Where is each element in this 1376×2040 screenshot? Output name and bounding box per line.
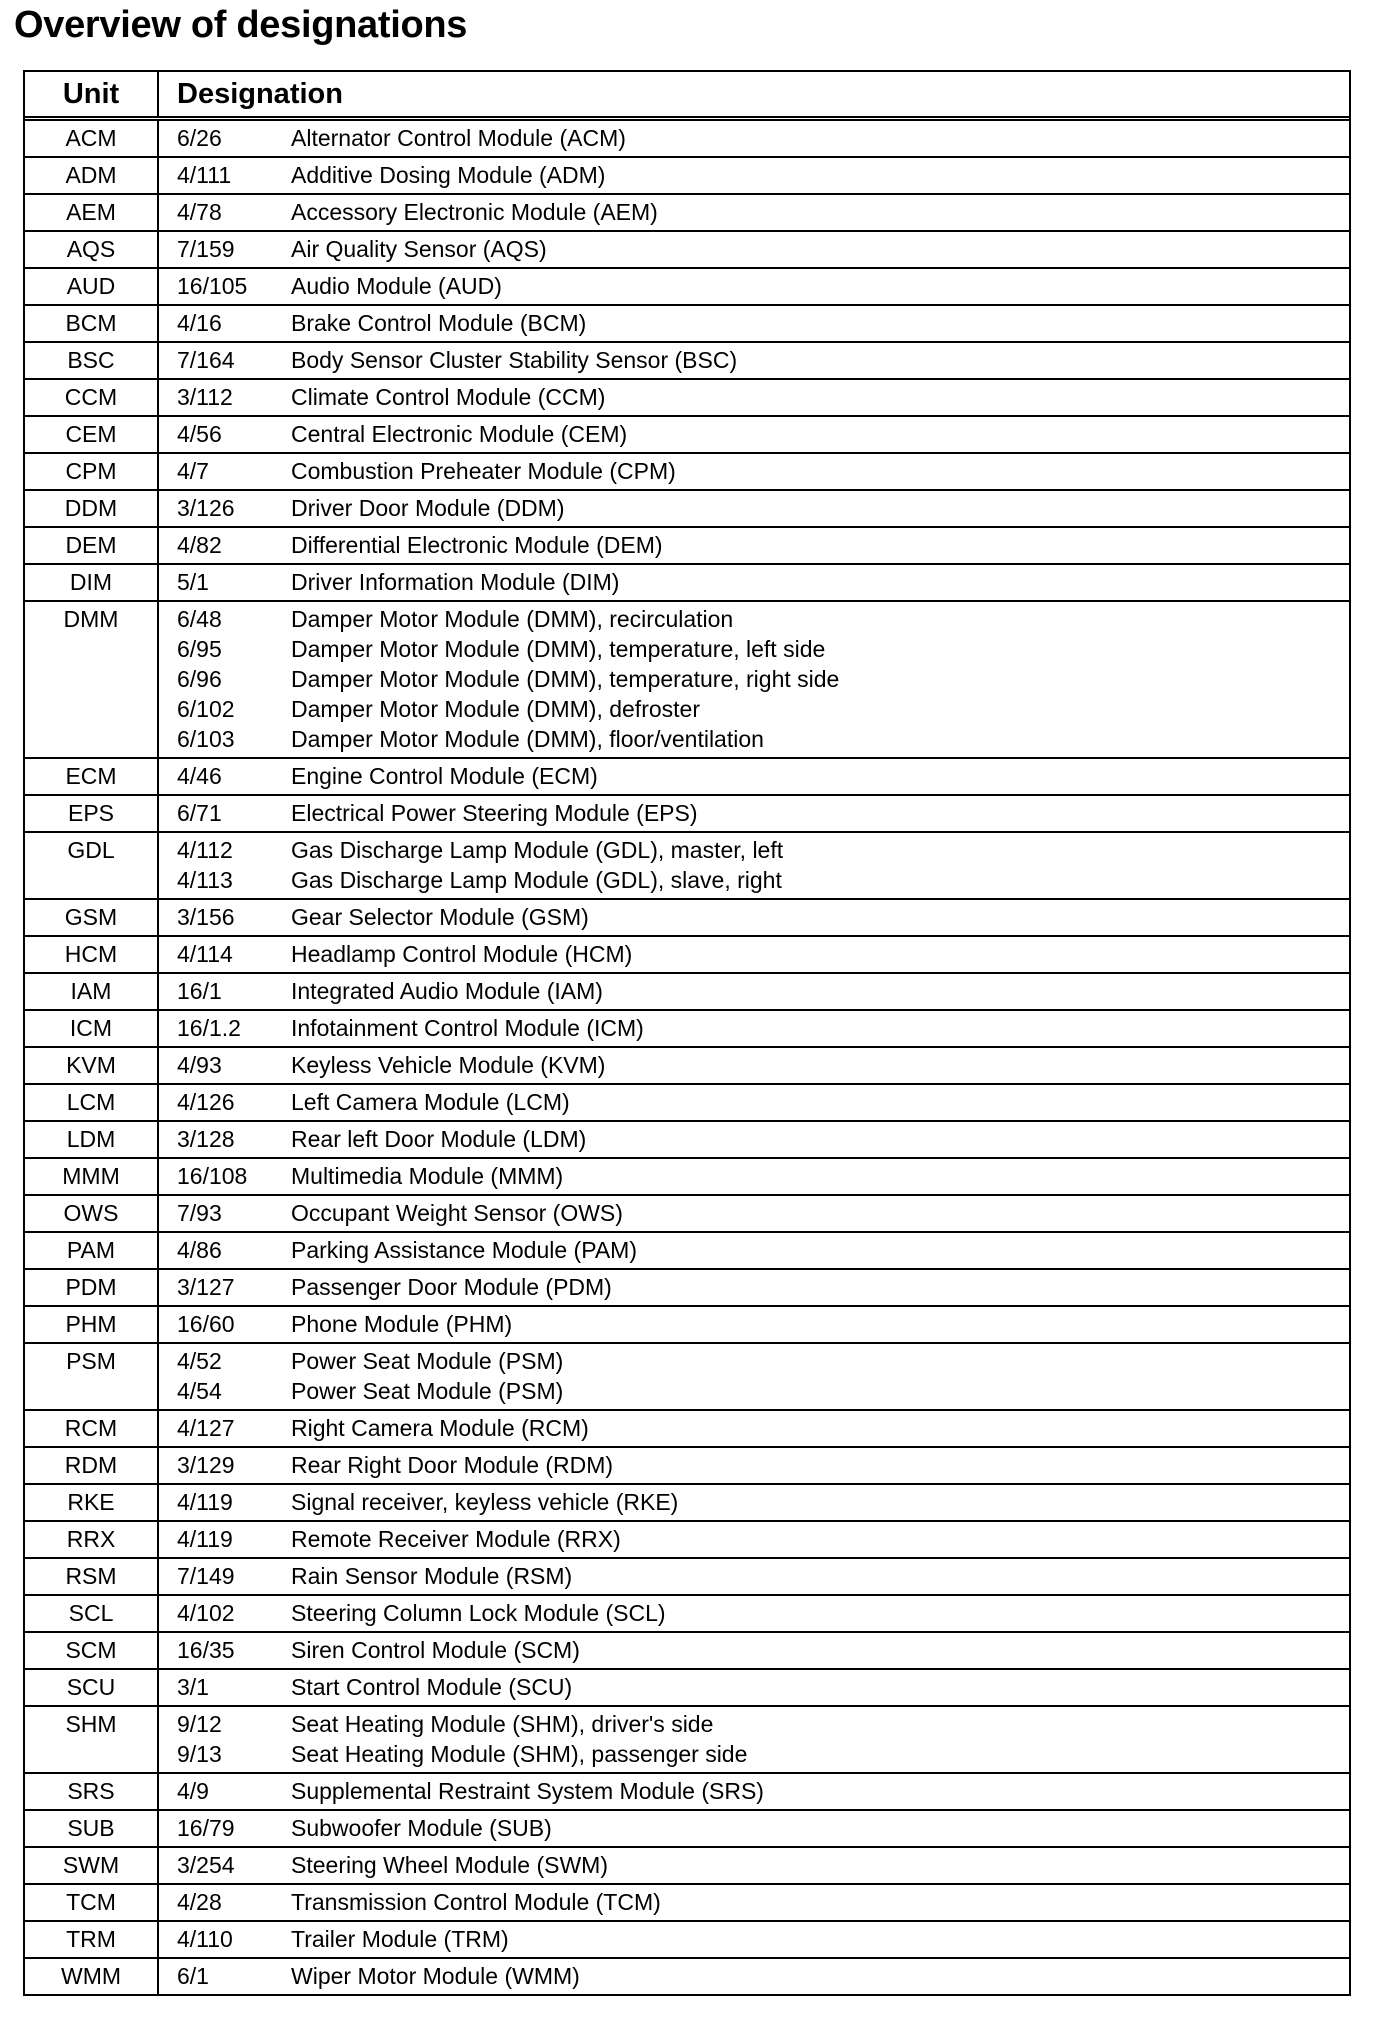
header-unit: Unit bbox=[25, 72, 159, 116]
table-header bbox=[25, 72, 1349, 121]
table-row bbox=[25, 1048, 1349, 1085]
designation-cell bbox=[159, 1922, 1349, 1957]
table-row bbox=[25, 1922, 1349, 1959]
designation-cell bbox=[159, 343, 1349, 378]
designation-entry bbox=[177, 567, 1349, 597]
designation-description: Alternator Control Module (ACM) bbox=[291, 125, 626, 151]
designation-code: 7/149 bbox=[177, 1563, 235, 1589]
table-row bbox=[25, 1122, 1349, 1159]
unit-cell: SCL bbox=[25, 1596, 159, 1631]
designation-code: 16/35 bbox=[177, 1637, 235, 1663]
designation-entry bbox=[177, 123, 1349, 153]
designation-code: 6/1 bbox=[177, 1963, 209, 1989]
designation-code: 7/164 bbox=[177, 347, 235, 373]
unit-cell: ECM bbox=[25, 759, 159, 794]
designation-description: Power Seat Module (PSM) bbox=[291, 1348, 564, 1374]
designation-code: 16/105 bbox=[177, 273, 248, 299]
designation-code: 16/79 bbox=[177, 1815, 235, 1841]
designation-description: Keyless Vehicle Module (KVM) bbox=[291, 1052, 606, 1078]
designation-description: Steering Column Lock Module (SCL) bbox=[291, 1600, 666, 1626]
table-row bbox=[25, 528, 1349, 565]
unit-cell: RDM bbox=[25, 1448, 159, 1483]
unit-cell: EPS bbox=[25, 796, 159, 831]
designation-code: 4/78 bbox=[177, 199, 222, 225]
designation-cell bbox=[159, 121, 1349, 156]
designation-description: Combustion Preheater Module (CPM) bbox=[291, 458, 676, 484]
designation-code: 16/1 bbox=[177, 978, 222, 1004]
unit-cell: GDL bbox=[25, 833, 159, 898]
designation-cell bbox=[159, 306, 1349, 341]
designation-description: Damper Motor Module (DMM), temperature, left side bbox=[291, 636, 826, 662]
designation-entry bbox=[177, 160, 1349, 190]
designation-entry bbox=[177, 1235, 1349, 1265]
designation-code: 4/112 bbox=[177, 837, 233, 863]
designation-code: 6/102 bbox=[177, 696, 235, 722]
designation-description: Remote Receiver Module (RRX) bbox=[291, 1526, 621, 1552]
designation-entry bbox=[177, 419, 1349, 449]
unit-cell: SUB bbox=[25, 1811, 159, 1846]
table-row bbox=[25, 417, 1349, 454]
designation-entry bbox=[177, 939, 1349, 969]
designation-cell bbox=[159, 454, 1349, 489]
table-row bbox=[25, 306, 1349, 343]
designation-code: 6/71 bbox=[177, 800, 222, 826]
designation-code: 4/127 bbox=[177, 1415, 235, 1441]
designation-entry bbox=[177, 1776, 1349, 1806]
designation-entry bbox=[177, 234, 1349, 264]
designation-description: Infotainment Control Module (ICM) bbox=[291, 1015, 644, 1041]
designation-description: Siren Control Module (SCM) bbox=[291, 1637, 580, 1663]
designation-cell bbox=[159, 1596, 1349, 1631]
designation-entry bbox=[177, 1198, 1349, 1228]
designation-entry bbox=[177, 761, 1349, 791]
designation-entry bbox=[177, 664, 1349, 694]
designation-code: 6/95 bbox=[177, 636, 222, 662]
designation-cell bbox=[159, 491, 1349, 526]
table-row bbox=[25, 602, 1349, 759]
designation-cell bbox=[159, 1959, 1349, 1994]
designation-entry bbox=[177, 493, 1349, 523]
designation-cell bbox=[159, 1485, 1349, 1520]
designation-cell bbox=[159, 1559, 1349, 1594]
unit-cell: CPM bbox=[25, 454, 159, 489]
table-row bbox=[25, 454, 1349, 491]
designation-description: Gas Discharge Lamp Module (GDL), slave, right bbox=[291, 867, 782, 893]
designation-description: Gas Discharge Lamp Module (GDL), master, left bbox=[291, 837, 784, 863]
designation-code: 4/119 bbox=[177, 1526, 233, 1552]
unit-cell: LDM bbox=[25, 1122, 159, 1157]
unit-cell: DDM bbox=[25, 491, 159, 526]
designation-description: Accessory Electronic Module (AEM) bbox=[291, 199, 658, 225]
designation-cell bbox=[159, 232, 1349, 267]
designation-code: 4/110 bbox=[177, 1926, 233, 1952]
designation-entry bbox=[177, 1887, 1349, 1917]
designation-description: Supplemental Restraint System Module (SRS) bbox=[291, 1778, 764, 1804]
unit-cell: PDM bbox=[25, 1270, 159, 1305]
unit-cell: WMM bbox=[25, 1959, 159, 1994]
designation-description: Left Camera Module (LCM) bbox=[291, 1089, 570, 1115]
unit-cell: SHM bbox=[25, 1707, 159, 1772]
table-row bbox=[25, 1670, 1349, 1707]
table-row bbox=[25, 380, 1349, 417]
designation-description: Trailer Module (TRM) bbox=[291, 1926, 509, 1952]
table-row bbox=[25, 1411, 1349, 1448]
designation-entry bbox=[177, 1924, 1349, 1954]
designation-code: 4/16 bbox=[177, 310, 222, 336]
unit-cell: RRX bbox=[25, 1522, 159, 1557]
designation-description: Signal receiver, keyless vehicle (RKE) bbox=[291, 1489, 679, 1515]
table-row bbox=[25, 937, 1349, 974]
designation-entry bbox=[177, 1124, 1349, 1154]
designation-cell bbox=[159, 1670, 1349, 1705]
designation-entry bbox=[177, 1813, 1349, 1843]
designation-entry bbox=[177, 865, 1349, 895]
designation-code: 6/103 bbox=[177, 726, 235, 752]
unit-cell: PAM bbox=[25, 1233, 159, 1268]
designation-entry bbox=[177, 1376, 1349, 1406]
designation-code: 4/93 bbox=[177, 1052, 222, 1078]
designation-entry bbox=[177, 1850, 1349, 1880]
designation-code: 4/54 bbox=[177, 1378, 222, 1404]
designation-entry bbox=[177, 345, 1349, 375]
table-row bbox=[25, 1485, 1349, 1522]
designation-cell bbox=[159, 380, 1349, 415]
table-row bbox=[25, 759, 1349, 796]
designation-entry bbox=[177, 634, 1349, 664]
table-row bbox=[25, 1633, 1349, 1670]
table-row bbox=[25, 1196, 1349, 1233]
designation-entry bbox=[177, 382, 1349, 412]
designation-description: Brake Control Module (BCM) bbox=[291, 310, 587, 336]
designation-description: Audio Module (AUD) bbox=[291, 273, 502, 299]
designation-cell bbox=[159, 528, 1349, 563]
designation-description: Subwoofer Module (SUB) bbox=[291, 1815, 552, 1841]
designation-description: Driver Door Module (DDM) bbox=[291, 495, 565, 521]
designation-code: 4/82 bbox=[177, 532, 222, 558]
table-body bbox=[25, 121, 1349, 1994]
designation-entry bbox=[177, 1413, 1349, 1443]
designation-cell bbox=[159, 195, 1349, 230]
designation-entry bbox=[177, 1672, 1349, 1702]
designation-entry bbox=[177, 1598, 1349, 1628]
designation-cell bbox=[159, 1344, 1349, 1409]
designation-description: Seat Heating Module (SHM), driver's side bbox=[291, 1711, 714, 1737]
unit-cell: SCU bbox=[25, 1670, 159, 1705]
unit-cell: PSM bbox=[25, 1344, 159, 1409]
unit-cell: IAM bbox=[25, 974, 159, 1009]
designation-code: 16/1.2 bbox=[177, 1015, 241, 1041]
table-row bbox=[25, 158, 1349, 195]
unit-cell: PHM bbox=[25, 1307, 159, 1342]
table-row bbox=[25, 1559, 1349, 1596]
designation-cell bbox=[159, 1522, 1349, 1557]
designation-description: Right Camera Module (RCM) bbox=[291, 1415, 589, 1441]
table-row bbox=[25, 1270, 1349, 1307]
designation-description: Seat Heating Module (SHM), passenger side bbox=[291, 1741, 748, 1767]
table-row bbox=[25, 343, 1349, 380]
designation-entry bbox=[177, 271, 1349, 301]
designation-description: Climate Control Module (CCM) bbox=[291, 384, 606, 410]
designation-code: 7/93 bbox=[177, 1200, 222, 1226]
table-row bbox=[25, 1959, 1349, 1994]
table-row bbox=[25, 1848, 1349, 1885]
table-row bbox=[25, 1448, 1349, 1485]
designation-description: Transmission Control Module (TCM) bbox=[291, 1889, 661, 1915]
header-designation: Designation bbox=[177, 78, 343, 110]
designation-entry bbox=[177, 1346, 1349, 1376]
unit-cell: KVM bbox=[25, 1048, 159, 1083]
designation-cell bbox=[159, 1885, 1349, 1920]
designation-code: 3/126 bbox=[177, 495, 235, 521]
designation-code: 4/56 bbox=[177, 421, 222, 447]
unit-cell: AEM bbox=[25, 195, 159, 230]
designation-cell bbox=[159, 158, 1349, 193]
table-row bbox=[25, 796, 1349, 833]
designation-code: 4/119 bbox=[177, 1489, 233, 1515]
unit-cell: TRM bbox=[25, 1922, 159, 1957]
unit-cell: ICM bbox=[25, 1011, 159, 1046]
designation-description: Start Control Module (SCU) bbox=[291, 1674, 573, 1700]
designation-cell bbox=[159, 937, 1349, 972]
table-row bbox=[25, 121, 1349, 158]
designation-cell bbox=[159, 974, 1349, 1009]
designation-entry bbox=[177, 308, 1349, 338]
designation-description: Passenger Door Module (PDM) bbox=[291, 1274, 612, 1300]
designation-entry bbox=[177, 197, 1349, 227]
unit-cell: ADM bbox=[25, 158, 159, 193]
designation-entry bbox=[177, 1309, 1349, 1339]
designation-description: Rear left Door Module (LDM) bbox=[291, 1126, 587, 1152]
unit-cell: DEM bbox=[25, 528, 159, 563]
table-row bbox=[25, 269, 1349, 306]
designation-entry bbox=[177, 724, 1349, 754]
designation-description: Body Sensor Cluster Stability Sensor (BSC) bbox=[291, 347, 738, 373]
designation-code: 6/96 bbox=[177, 666, 222, 692]
designation-code: 4/126 bbox=[177, 1089, 235, 1115]
table-row bbox=[25, 232, 1349, 269]
designation-entry bbox=[177, 1709, 1349, 1739]
designation-cell bbox=[159, 1811, 1349, 1846]
designation-entry bbox=[177, 1561, 1349, 1591]
designation-description: Gear Selector Module (GSM) bbox=[291, 904, 589, 930]
unit-cell: ACM bbox=[25, 121, 159, 156]
table-row bbox=[25, 1522, 1349, 1559]
designation-cell bbox=[159, 1011, 1349, 1046]
designations-table bbox=[23, 70, 1351, 1996]
designation-entry bbox=[177, 902, 1349, 932]
designation-code: 9/13 bbox=[177, 1741, 222, 1767]
designation-cell bbox=[159, 1048, 1349, 1083]
designation-cell bbox=[159, 1848, 1349, 1883]
designation-code: 4/9 bbox=[177, 1778, 209, 1804]
designation-cell bbox=[159, 759, 1349, 794]
table-row bbox=[25, 1774, 1349, 1811]
designation-code: 3/129 bbox=[177, 1452, 235, 1478]
designation-description: Multimedia Module (MMM) bbox=[291, 1163, 564, 1189]
unit-cell: TCM bbox=[25, 1885, 159, 1920]
designation-cell bbox=[159, 1774, 1349, 1809]
designation-code: 4/111 bbox=[177, 162, 232, 188]
unit-cell: CEM bbox=[25, 417, 159, 452]
designation-cell bbox=[159, 417, 1349, 452]
table-row bbox=[25, 565, 1349, 602]
designation-entry bbox=[177, 604, 1349, 634]
designation-cell bbox=[159, 1633, 1349, 1668]
designation-code: 5/1 bbox=[177, 569, 209, 595]
designation-entry bbox=[177, 976, 1349, 1006]
designation-code: 4/7 bbox=[177, 458, 209, 484]
designation-code: 4/113 bbox=[177, 867, 233, 893]
designation-description: Driver Information Module (DIM) bbox=[291, 569, 620, 595]
unit-cell: RSM bbox=[25, 1559, 159, 1594]
unit-cell: SCM bbox=[25, 1633, 159, 1668]
designation-entry bbox=[177, 456, 1349, 486]
designation-entry bbox=[177, 1635, 1349, 1665]
designation-description: Damper Motor Module (DMM), floor/ventilation bbox=[291, 726, 764, 752]
designation-code: 3/128 bbox=[177, 1126, 235, 1152]
designation-entry bbox=[177, 1961, 1349, 1991]
designation-entry bbox=[177, 530, 1349, 560]
designation-cell bbox=[159, 1411, 1349, 1446]
unit-cell: AQS bbox=[25, 232, 159, 267]
designation-entry bbox=[177, 1272, 1349, 1302]
designation-cell bbox=[159, 796, 1349, 831]
designation-cell bbox=[159, 1448, 1349, 1483]
unit-cell: RCM bbox=[25, 1411, 159, 1446]
unit-cell: OWS bbox=[25, 1196, 159, 1231]
designation-code: 6/26 bbox=[177, 125, 222, 151]
table-row bbox=[25, 1707, 1349, 1774]
designation-cell bbox=[159, 900, 1349, 935]
designation-description: Electrical Power Steering Module (EPS) bbox=[291, 800, 698, 826]
designation-code: 4/28 bbox=[177, 1889, 222, 1915]
table-row bbox=[25, 1596, 1349, 1633]
designation-description: Wiper Motor Module (WMM) bbox=[291, 1963, 580, 1989]
designation-code: 6/48 bbox=[177, 606, 222, 632]
designation-description: Phone Module (PHM) bbox=[291, 1311, 513, 1337]
designation-description: Engine Control Module (ECM) bbox=[291, 763, 598, 789]
designation-code: 4/52 bbox=[177, 1348, 222, 1374]
designation-description: Rain Sensor Module (RSM) bbox=[291, 1563, 573, 1589]
designation-entry bbox=[177, 835, 1349, 865]
table-row bbox=[25, 1085, 1349, 1122]
designation-entry bbox=[177, 798, 1349, 828]
designation-code: 3/254 bbox=[177, 1852, 235, 1878]
designation-code: 3/112 bbox=[177, 384, 233, 410]
designation-description: Integrated Audio Module (IAM) bbox=[291, 978, 603, 1004]
designation-cell bbox=[159, 1270, 1349, 1305]
designation-description: Damper Motor Module (DMM), defroster bbox=[291, 696, 700, 722]
designation-description: Differential Electronic Module (DEM) bbox=[291, 532, 663, 558]
table-row bbox=[25, 1159, 1349, 1196]
designation-description: Rear Right Door Module (RDM) bbox=[291, 1452, 614, 1478]
designation-code: 4/86 bbox=[177, 1237, 222, 1263]
unit-cell: HCM bbox=[25, 937, 159, 972]
table-row bbox=[25, 1233, 1349, 1270]
designation-cell bbox=[159, 269, 1349, 304]
designation-cell bbox=[159, 1707, 1349, 1772]
designation-code: 3/127 bbox=[177, 1274, 235, 1300]
page-title: Overview of designations bbox=[14, 4, 468, 46]
designation-cell bbox=[159, 565, 1349, 600]
designation-description: Damper Motor Module (DMM), recirculation bbox=[291, 606, 734, 632]
designation-code: 3/156 bbox=[177, 904, 235, 930]
designation-code: 7/159 bbox=[177, 236, 235, 262]
unit-cell: BSC bbox=[25, 343, 159, 378]
designation-entry bbox=[177, 694, 1349, 724]
table-row bbox=[25, 1811, 1349, 1848]
table-row bbox=[25, 195, 1349, 232]
designation-description: Damper Motor Module (DMM), temperature, right side bbox=[291, 666, 840, 692]
designation-cell bbox=[159, 1122, 1349, 1157]
table-row bbox=[25, 1011, 1349, 1048]
unit-cell: DMM bbox=[25, 602, 159, 757]
designation-description: Occupant Weight Sensor (OWS) bbox=[291, 1200, 623, 1226]
designation-entry bbox=[177, 1050, 1349, 1080]
designation-code: 4/102 bbox=[177, 1600, 235, 1626]
designation-cell bbox=[159, 1196, 1349, 1231]
unit-cell: SRS bbox=[25, 1774, 159, 1809]
designation-description: Air Quality Sensor (AQS) bbox=[291, 236, 547, 262]
table-row bbox=[25, 900, 1349, 937]
designation-code: 9/12 bbox=[177, 1711, 222, 1737]
unit-cell: RKE bbox=[25, 1485, 159, 1520]
designation-cell bbox=[159, 1085, 1349, 1120]
table-row bbox=[25, 974, 1349, 1011]
table-row bbox=[25, 491, 1349, 528]
designation-description: Central Electronic Module (CEM) bbox=[291, 421, 628, 447]
designation-entry bbox=[177, 1524, 1349, 1554]
unit-cell: BCM bbox=[25, 306, 159, 341]
designation-entry bbox=[177, 1739, 1349, 1769]
designation-entry bbox=[177, 1487, 1349, 1517]
unit-cell: SWM bbox=[25, 1848, 159, 1883]
designation-entry bbox=[177, 1087, 1349, 1117]
designation-code: 4/114 bbox=[177, 941, 233, 967]
designation-description: Parking Assistance Module (PAM) bbox=[291, 1237, 637, 1263]
unit-cell: LCM bbox=[25, 1085, 159, 1120]
designation-cell bbox=[159, 1233, 1349, 1268]
designation-cell bbox=[159, 1307, 1349, 1342]
designation-entry bbox=[177, 1013, 1349, 1043]
designation-description: Headlamp Control Module (HCM) bbox=[291, 941, 633, 967]
designation-entry bbox=[177, 1161, 1349, 1191]
table-row bbox=[25, 1885, 1349, 1922]
designation-cell bbox=[159, 1159, 1349, 1194]
designation-description: Steering Wheel Module (SWM) bbox=[291, 1852, 608, 1878]
table-row bbox=[25, 833, 1349, 900]
designation-code: 16/108 bbox=[177, 1163, 248, 1189]
designation-code: 3/1 bbox=[177, 1674, 209, 1700]
designation-cell bbox=[159, 833, 1349, 898]
designation-code: 16/60 bbox=[177, 1311, 235, 1337]
designation-description: Power Seat Module (PSM) bbox=[291, 1378, 564, 1404]
table-row bbox=[25, 1307, 1349, 1344]
unit-cell: GSM bbox=[25, 900, 159, 935]
designation-entry bbox=[177, 1450, 1349, 1480]
unit-cell: CCM bbox=[25, 380, 159, 415]
designation-cell bbox=[159, 602, 1349, 757]
unit-cell: AUD bbox=[25, 269, 159, 304]
table-row bbox=[25, 1344, 1349, 1411]
designation-code: 4/46 bbox=[177, 763, 222, 789]
unit-cell: DIM bbox=[25, 565, 159, 600]
designation-description: Additive Dosing Module (ADM) bbox=[291, 162, 606, 188]
unit-cell: MMM bbox=[25, 1159, 159, 1194]
